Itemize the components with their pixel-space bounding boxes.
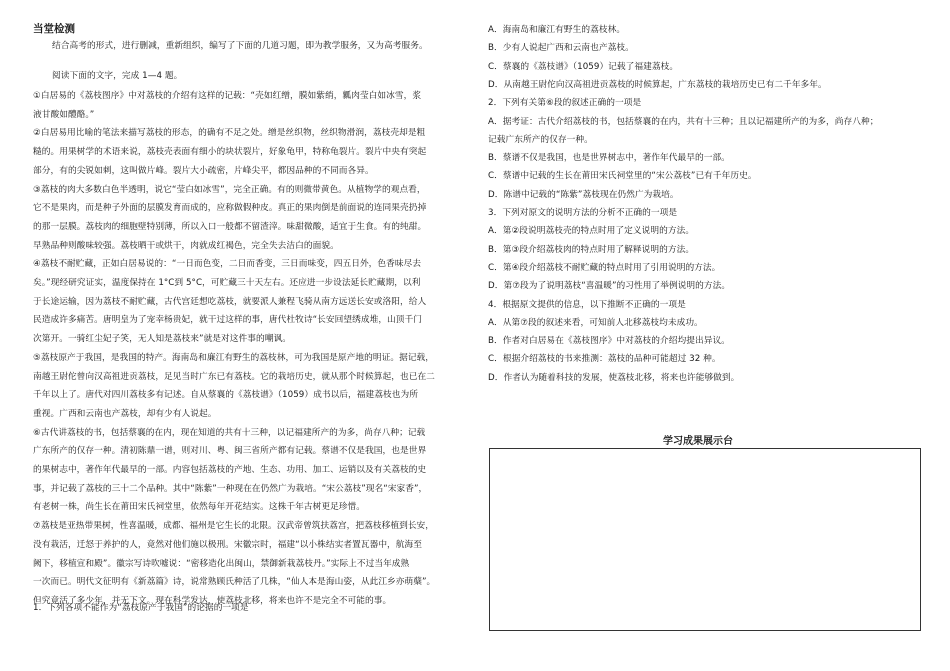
article-line: ②白居易用比喻的笔法来描写荔枝的形态，的确有不足之处。缯是丝织物，丝织物滑润，荔枝壳却是粗 xyxy=(33,128,426,139)
question-line: C．蔡谱中记载的生长在莆田宋氏祠堂里的“宋公荔枝”已有千年历史。 xyxy=(488,171,757,182)
question-line: B．少有人说起广西和云南也产荔枝。 xyxy=(488,43,634,54)
question-line: 2．下列有关第⑥段的叙述正确的一项是 xyxy=(488,98,642,109)
article-line: 重视。广西和云南也产荔枝，却有少有人说起。 xyxy=(33,408,217,419)
article-line: 事，并记载了荔枝的三十二个品种。其中“陈紫”一种现在在仍然广为栽培。“宋公荔枝”现名“宋家香”， xyxy=(33,483,428,494)
question-line: C．根据介绍荔枝的书来推测：荔枝的品种可能超过 32 种。 xyxy=(488,354,721,365)
article-line: ①白居易的《荔枝图序》中对荔枝的介绍有这样的记载：“壳如红缯，膜如紫绡，瓤肉莹白如冰雪，浆 xyxy=(33,91,422,101)
article-line: 部分，有的尖锐如刺，这叫做片峰。裂片大小疏密，片峰尖平，都因品种的不同而各异。 xyxy=(33,165,374,176)
showcase-title: 学习成果展示台 xyxy=(663,436,733,447)
article-line: 民造成许多痛苦。唐明皇为了宠幸杨贵妃，就干过这样的事，唐代杜牧诗“长安回望绣成堆，山顶千门 xyxy=(33,315,423,326)
question-1-stem: 1．下列各项不能作为“荔枝原产于我国”的论据的一项是 xyxy=(33,603,249,613)
article-line: 南越王尉佗曾向汉高祖进贡荔枝，足见当时广东已有荔枝。它的栽培历史，就从那个时候算起，也已在二 xyxy=(33,371,435,382)
question-line: A．海南岛和廉江有野生的荔枝林。 xyxy=(488,25,626,35)
article-line: 一次而已。明代文征明有《新荔篇》诗，说常熟顾氏种活了几株，“仙人本是海山姿，从此江乡亦萌蘖”。 xyxy=(33,577,436,588)
article-line: 的那一层膜。荔枝肉的细胞壁特别薄，所以入口一般都不留渣滓。味甜微酸，适宜于生食。有的纯甜。 xyxy=(33,221,427,232)
showcase-answer-box[interactable] xyxy=(489,448,921,631)
question-line: A．据考证：古代介绍荔枝的书，包括蔡襄的在内，共有十三种；且以记福建所产的为多，尚存八种； xyxy=(488,116,879,127)
question-line: B．第③段介绍荔枝肉的特点时用了解释说明的方法。 xyxy=(488,244,695,255)
article-line: 于长途运输，因为荔枝不耐贮藏，古代宫廷想吃荔枝，就要派人兼程飞骑从南方远送长安或洛阳，给人 xyxy=(33,296,427,307)
article-line: 液甘酸如醴酪。” xyxy=(33,109,95,120)
question-line: 4．根据原文提供的信息，以下推断不正确的一项是 xyxy=(488,299,686,310)
question-line: D．第⑦段为了说明荔枝“喜温暖”的习性用了举例说明的方法。 xyxy=(488,281,731,292)
article-line: ⑦荔枝是亚热带果树，性喜温暖，成都、福州是它生长的北限。汉武帝曾筑扶荔宫，把荔枝移植到长安， xyxy=(33,521,435,532)
question-line: 3．下列对原文的说明方法的分析不正确的一项是 xyxy=(488,208,678,218)
article-line: 广东所产的仅存一种。清初陈鼎一谱，则对川、粤、闽三省所产都有记载。蔡谱不仅是我国，也是世界 xyxy=(33,446,427,457)
question-line: C．第④段介绍荔枝不耐贮藏的特点时用了引用说明的方法。 xyxy=(488,262,721,273)
question-line: A．从第⑦段的叙述来看，可知前人北移荔枝均未成功。 xyxy=(488,317,703,328)
article-line: 有老树一株，尚生长在莆田宋氏祠堂里，依然每年开花结实。这株千年古树更足珍惜。 xyxy=(33,502,366,513)
question-line: C．蔡襄的《荔枝谱》（1059）记载了福建荔枝。 xyxy=(488,61,679,72)
article-line: ⑥古代讲荔枝的书，包括蔡襄的在内，现在知道的共有十三种，以记福建所产的为多，尚存八种；记载 xyxy=(33,427,426,438)
instruction-text: 阅读下面的文字，完成 1—4 题。 xyxy=(52,71,183,81)
question-line: B．作者对白居易在《荔枝图序》中对荔枝的介绍均提出异议。 xyxy=(488,336,730,347)
article-line: ③荔枝的肉大多数白色半透明，说它“莹白如冰雪”，完全正确。有的则微带黄色。从植物学的观点看， xyxy=(33,184,426,195)
question-line: D．从南越王尉佗向汉高祖进贡荔枝的时候算起，广东荔枝的栽培历史已有二千年多年。 xyxy=(488,79,827,90)
article-line: 次第开。一骑红尘妃子笑，无人知是荔枝来”就是对这件事的嘲讽。 xyxy=(33,334,291,345)
article-line: 糙的。用果树学的术语来说，荔枝壳表面有细小的块状裂片，好象龟甲，特称龟裂片。裂片中央有突起 xyxy=(33,147,427,158)
question-line: D．陈谱中记载的“陈紫”荔枝现在仍然广为栽培。 xyxy=(488,189,679,200)
question-line: 记载广东所产的仅存一种。 xyxy=(488,134,593,145)
article-line: 矣。”现经研究证实，温度保持在 1°C到 5°C，可贮藏三十天左右。还应进一步设法延长贮藏期，以利 xyxy=(33,278,421,288)
article-line: ④荔枝不耐贮藏，正如白居易说的：“一日而色变，二日而香变，三日而味变，四五日外，色香味尽去 xyxy=(33,259,422,270)
article-line: 阙下，移植宣和殿”。徽宗写诗吹嘘说：“密移造化出闽山，禁御新栽荔枝丹。”实际上不过当年成熟 xyxy=(33,558,410,569)
article-line: 没有栽活，迁怒于养护的人，竟然对他们施以极刑。宋徽宗时，福建“以小株结实者置瓦器中，航海至 xyxy=(33,539,423,550)
intro-text: 结合高考的形式，进行删减，重新组织，编写了下面的几道习题，即为教学服务，又为高考服务。 xyxy=(52,41,428,51)
article-line: 千年以上了。唐代对四川荔枝多有记述。自从蔡襄的《荔枝谱》（1059）成书以后，福建荔枝也为所 xyxy=(33,390,418,401)
question-line: D．作者认为随着科技的发展，使荔枝北移，将来也许能够做到。 xyxy=(488,372,740,383)
article-line: 早熟品种则酸味较强。荔枝晒干或烘干，肉就成红褐色，完全失去洁白的面貌。 xyxy=(33,240,339,251)
section-heading: 当堂检测 xyxy=(33,23,75,35)
article-line: 它不是果肉，而是种子外面的层膜发育而成的，应称做假种皮。真正的果肉倒是前面说的连同果壳扔掉 xyxy=(33,203,427,214)
article-line: ⑤荔枝原产于我国，是我国的特产。海南岛和廉江有野生的荔枝林，可为我国是原产地的明证。据记载， xyxy=(33,352,435,363)
question-line: B．蔡谱不仅是我国，也是世界树志中，著作年代最早的一部。 xyxy=(488,153,730,164)
article-line: 的果树志中，著作年代最早的一部。内容包括荔枝的产地、生态、功用、加工、运销以及有关荔枝的史 xyxy=(33,465,427,475)
article-line: 但究竟活了多少年，并无下文。现在科学发达，使荔枝北移，将来也许不是完全不可能的事。 xyxy=(33,595,392,606)
question-line: A．第②段说明荔枝壳的特点时用了定义说明的方法。 xyxy=(488,226,695,237)
